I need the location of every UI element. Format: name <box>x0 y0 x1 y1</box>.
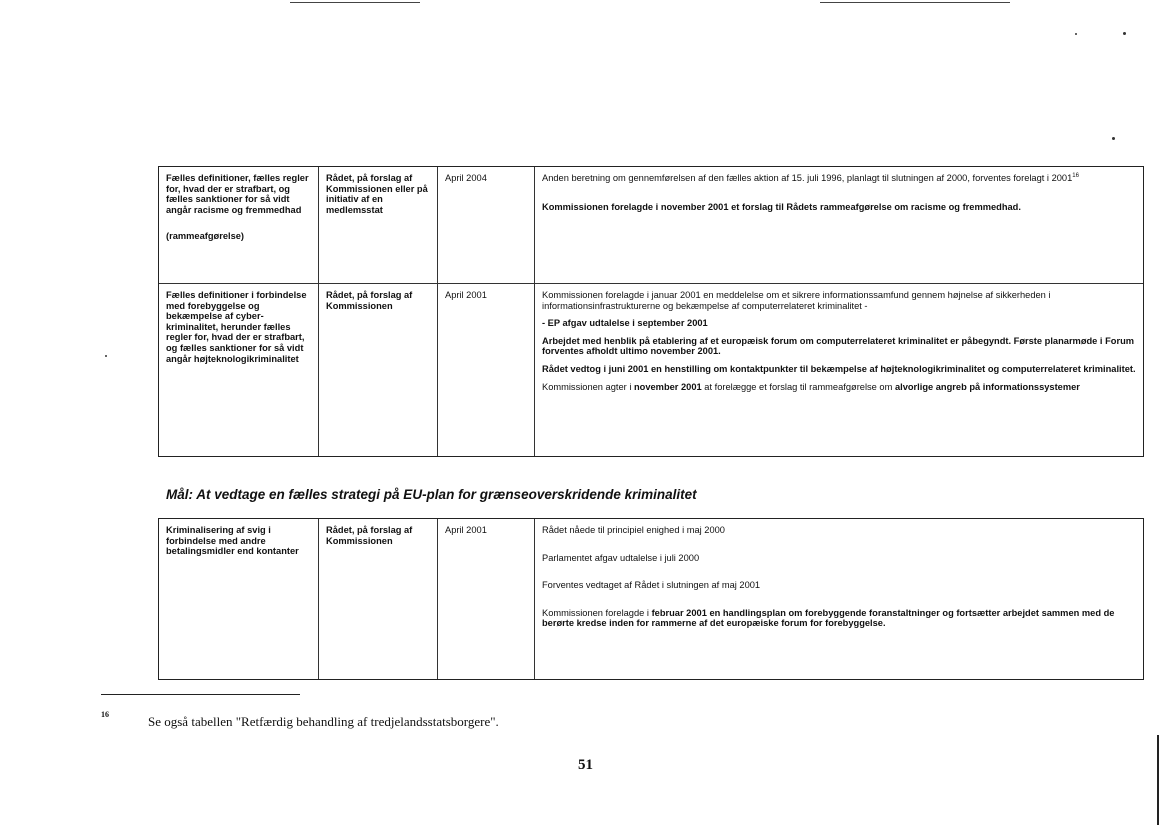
scan-artifact-line <box>290 2 420 3</box>
goal-heading: Mål: At vedtage en fælles strategi på EU-plan for grænseoverskridende kriminalitet <box>166 487 697 502</box>
cell-subject <box>159 167 318 283</box>
status-entry: Parlamentet afgav udtalelse i juli 2000 <box>542 552 700 563</box>
scan-artifact-line <box>820 2 1010 3</box>
cell-responsible: Rådet, på forslag af Kommissionen <box>318 284 437 456</box>
status-entry: Rådet nåede til principiel enighed i maj 2000 <box>542 525 725 535</box>
cell-status <box>534 519 1143 679</box>
footnote-text: Se også tabellen "Retfærdig behandling af tredjelandsstatsborgere". <box>148 714 499 729</box>
table-racism-cybercrime <box>158 166 1144 457</box>
table-row <box>159 167 1143 283</box>
footnote-rule <box>101 694 300 695</box>
cell-deadline: April 2004 <box>437 167 534 283</box>
table-row <box>159 519 1143 679</box>
cell-responsible: Rådet, på forslag af Kommissionen <box>318 519 437 679</box>
status-entry: Arbejdet med henblik på etablering af et europæisk forum om computerrelateret kriminalitet er påbegyndt. Første planarmøde i Forum forventes afholdt ultimo november 2001. <box>542 335 1135 357</box>
status-entry: Anden beretning om gennemførelsen af den fælles aktion af 15. juli 1996, planlagt til slutningen af 2000, forventes forelagt i 2001$^{16}$ <box>542 172 1079 183</box>
table-payment-fraud <box>158 518 1144 680</box>
status-entry: Kommissionen forelagde i februar 2001 en handlingsplan om forebyggende foranstaltninger og fortsætter arbejdet sammen med de berørte kredse inden for rammerne af det europæiske forum for forebyggelse. <box>542 607 1115 629</box>
page-number: 51 <box>578 757 593 773</box>
footnote-number: 16 <box>101 710 109 719</box>
status-entry: Kommissionen forelagde i november 2001 et forslag til Rådets rammeafgørelse om racisme og fremmedhad. <box>542 201 1021 212</box>
scan-speck <box>1075 33 1077 35</box>
scan-speck <box>1123 32 1126 35</box>
scan-edge <box>1157 735 1159 825</box>
cell-responsible: Rådet, på forslag af Kommissionen eller på initiativ af en medlemsstat <box>318 167 437 283</box>
status-entry: - EP afgav udtalelse i september 2001 <box>542 318 708 329</box>
status-entry: Kommissionen agter i november 2001 at forelægge et forslag til rammeafgørelse om alvorlige angreb på informationssystemer <box>542 381 1080 392</box>
table-row <box>159 283 1143 456</box>
cell-subject: Fælles definitioner i forbindelse med forebyggelse og bekæmpelse af cyber-kriminalitet, herunder fælles regler for, hvad der er strafbart, og fælles sanktioner for så vidt angår højteknologikriminalitet <box>166 290 307 364</box>
subject-text: Fælles definitioner, fælles regler for, hvad der er strafbart, og fælles sanktioner for så vidt angår racisme og fremmedhad <box>166 173 309 215</box>
cell-status <box>534 284 1143 456</box>
scan-speck <box>105 355 107 357</box>
status-entry: Kommissionen forelagde i januar 2001 en meddelelse om et sikrere informationssamfund gennem højnelse af sikkerheden i informationsinfrastrukturerne og bekæmpelse af computerrelateret kriminalitet - <box>542 290 1051 311</box>
scan-speck <box>1112 137 1115 140</box>
subject-note: (rammeafgørelse) <box>166 231 245 242</box>
status-entry: Rådet vedtog i juni 2001 en henstilling om kontaktpunkter til bekæmpelse af højteknologikriminalitet og computerrelateret kriminalitet. <box>542 363 1136 374</box>
footnote-ref: 16 <box>1072 172 1079 179</box>
cell-deadline: April 2001 <box>437 284 534 456</box>
cell-deadline: April 2001 <box>437 519 534 679</box>
status-entry: Forventes vedtaget af Rådet i slutningen af maj 2001 <box>542 580 761 591</box>
cell-subject: Kriminalisering af svig i forbindelse med andre betalingsmidler end kontanter <box>166 525 299 557</box>
cell-status <box>534 167 1143 283</box>
